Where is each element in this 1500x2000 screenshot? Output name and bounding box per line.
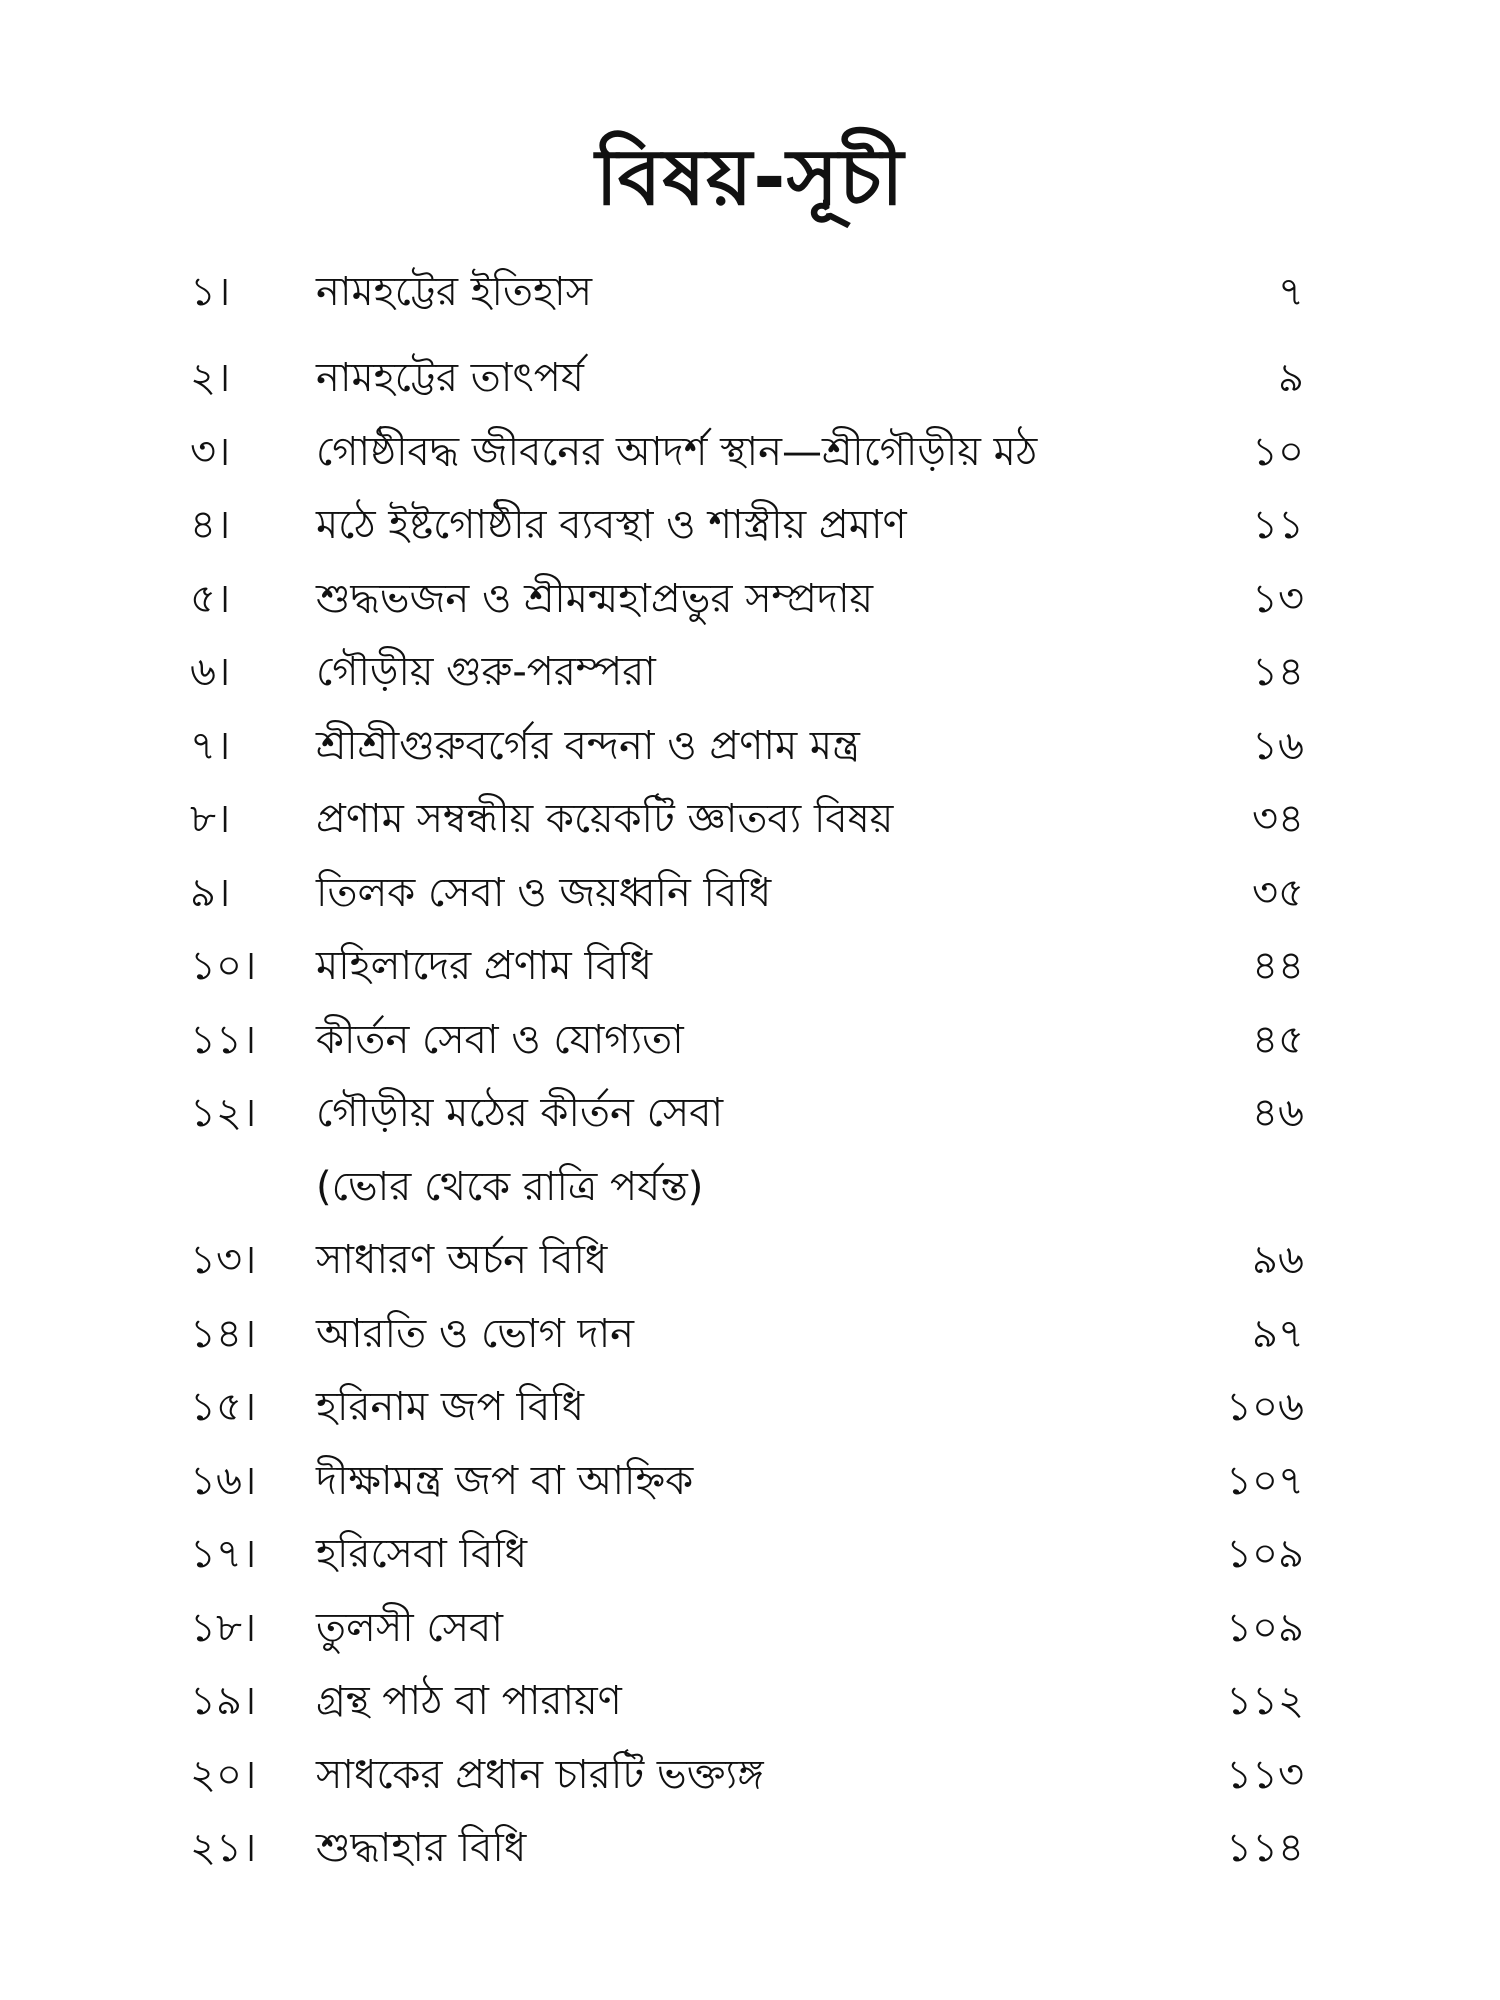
toc-number: ২১। xyxy=(190,1825,257,1871)
table-of-contents xyxy=(0,262,1500,1892)
toc-number: ৭। xyxy=(190,722,231,769)
toc-page-number: ৪৪ xyxy=(1252,943,1304,989)
toc-title: হরিনাম জপ বিধি xyxy=(316,1384,585,1430)
toc-page-number: ১০ xyxy=(1252,428,1304,475)
toc-number: ৫। xyxy=(190,575,231,622)
toc-title: দীক্ষামন্ত্র জপ বা আহ্নিক xyxy=(316,1457,694,1504)
toc-title: মঠে ইষ্টগোষ্ঠীর ব্যবস্থা ও শাস্ত্রীয় প্রমাণ xyxy=(316,502,907,548)
toc-page-number: ১৪ xyxy=(1252,649,1304,695)
toc-page-number: ১১২ xyxy=(1226,1678,1304,1724)
toc-row xyxy=(0,1377,1500,1451)
toc-page-number: ৩৪ xyxy=(1252,796,1304,842)
toc-page-number: ৯৬ xyxy=(1252,1237,1304,1283)
toc-row xyxy=(0,1598,1500,1672)
toc-title: হরিসেবা বিধি xyxy=(316,1531,528,1577)
toc-title: গ্রন্থ পাঠ বা পারায়ণ xyxy=(316,1678,622,1724)
toc-title: মহিলাদের প্রণাম বিধি xyxy=(316,943,653,989)
toc-row xyxy=(0,569,1500,643)
toc-row xyxy=(0,262,1500,348)
toc-page-number: ১০৭ xyxy=(1226,1457,1304,1504)
toc-row xyxy=(0,1671,1500,1745)
toc-row xyxy=(0,422,1500,496)
toc-number: ১৪। xyxy=(190,1310,257,1357)
toc-number: ১। xyxy=(190,269,231,315)
toc-number: ৮। xyxy=(190,796,231,842)
toc-number: ১৮। xyxy=(190,1604,257,1651)
toc-row xyxy=(0,789,1500,863)
toc-page-number: ১০৯ xyxy=(1226,1531,1304,1577)
toc-title: গোষ্ঠীবদ্ধ জীবনের আদর্শ স্থান—শ্রীগৌড়ীয় মঠ xyxy=(316,428,1038,475)
toc-row xyxy=(0,1524,1500,1598)
toc-title: গৌড়ীয় মঠের কীর্তন সেবা xyxy=(316,1090,724,1136)
toc-number: ১৩। xyxy=(190,1237,257,1283)
toc-row xyxy=(0,1010,1500,1084)
toc-row xyxy=(0,863,1500,937)
toc-row xyxy=(0,1745,1500,1819)
toc-number: ১৯। xyxy=(190,1678,257,1724)
toc-number: ১১। xyxy=(190,1016,257,1063)
toc-row xyxy=(0,936,1500,1010)
toc-page-number: ১৬ xyxy=(1252,722,1304,769)
toc-title: শ্রীশ্রীগুরুবর্গের বন্দনা ও প্রণাম মন্ত্র xyxy=(316,722,860,769)
toc-row xyxy=(0,1083,1500,1230)
toc-title-continuation: (ভোর থেকে রাত্রি পর্যন্ত) xyxy=(316,1163,704,1210)
toc-title: গৌড়ীয় গুরু-পরম্পরা xyxy=(316,649,656,695)
toc-page-number: ৩৫ xyxy=(1252,869,1304,916)
toc-row xyxy=(0,716,1500,790)
toc-page-number: ৭ xyxy=(1277,269,1304,315)
toc-page-number: ৯ xyxy=(1278,355,1304,401)
toc-row xyxy=(0,348,1500,422)
toc-row xyxy=(0,1304,1500,1378)
toc-number: ৯। xyxy=(190,869,231,916)
toc-title: কীর্তন সেবা ও যোগ্যতা xyxy=(316,1016,684,1063)
toc-page-number: ১১ xyxy=(1252,502,1304,548)
toc-title: সাধারণ অর্চন বিধি xyxy=(316,1237,608,1283)
page-title: বিষয়-সূচী xyxy=(595,133,905,223)
toc-number: ১২। xyxy=(190,1090,257,1136)
toc-number: ১৭। xyxy=(190,1531,257,1577)
toc-title: সাধকের প্রধান চারটি ভক্ত্যঙ্গ xyxy=(316,1751,764,1798)
toc-page-number: ১১৪ xyxy=(1226,1825,1304,1871)
toc-page-number: ৪৫ xyxy=(1252,1016,1304,1063)
toc-title: তিলক সেবা ও জয়ধ্বনি বিধি xyxy=(316,869,772,916)
toc-title: আরতি ও ভোগ দান xyxy=(316,1310,635,1357)
toc-row xyxy=(0,495,1500,569)
toc-number: ১০। xyxy=(190,943,257,989)
toc-row xyxy=(0,1230,1500,1304)
toc-number: ২০। xyxy=(190,1751,257,1798)
toc-number: ১৬। xyxy=(190,1457,257,1504)
toc-page-number: ১৩ xyxy=(1252,575,1304,622)
toc-row xyxy=(0,642,1500,716)
toc-title: নামহট্টের তাৎপর্য xyxy=(316,355,584,401)
toc-number: ৪। xyxy=(190,502,231,548)
toc-page-number: ১১৩ xyxy=(1226,1751,1304,1798)
toc-number: ১৫। xyxy=(190,1384,257,1430)
toc-number: ৩। xyxy=(190,428,231,475)
toc-title: তুলসী সেবা xyxy=(316,1604,503,1651)
toc-title: প্রণাম সম্বন্ধীয় কয়েকটি জ্ঞাতব্য বিষয় xyxy=(316,796,894,842)
toc-page-number: ৪৬ xyxy=(1252,1090,1304,1136)
toc-page-number: ১০৯ xyxy=(1226,1604,1304,1651)
toc-number: ২। xyxy=(190,355,231,401)
toc-title: শুদ্ধভজন ও শ্রীমন্মহাপ্রভুর সম্প্রদায় xyxy=(316,575,874,622)
toc-page-number: ১০৬ xyxy=(1226,1384,1304,1430)
toc-row xyxy=(0,1451,1500,1525)
toc-row xyxy=(0,1818,1500,1892)
toc-title: শুদ্ধাহার বিধি xyxy=(316,1825,527,1871)
toc-title: নামহট্টের ইতিহাস xyxy=(316,269,593,315)
toc-page-number: ৯৭ xyxy=(1252,1310,1304,1357)
toc-number: ৬। xyxy=(190,649,231,695)
